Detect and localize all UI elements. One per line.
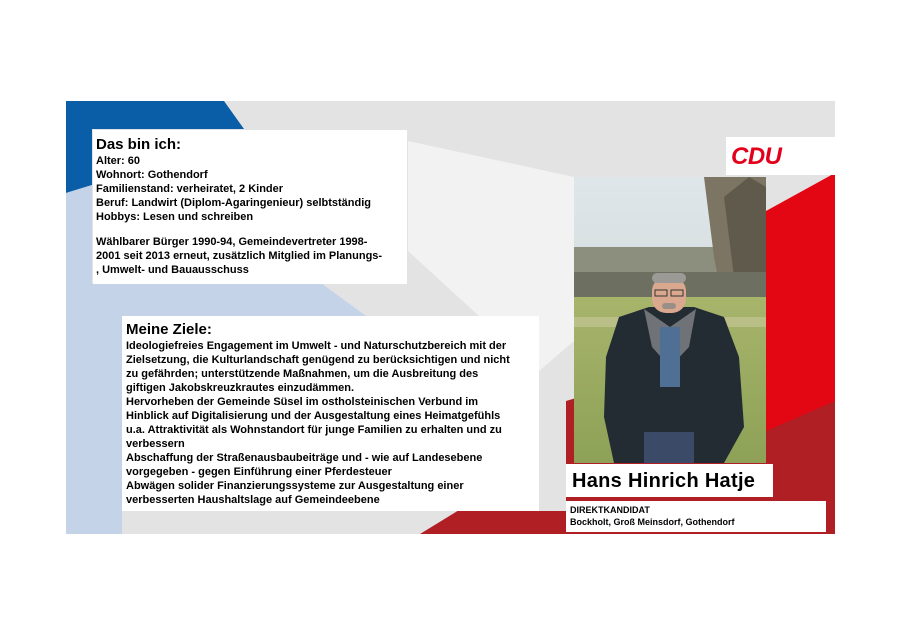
goal-line: Abschaffung der Straßenausbaubeiträge und - wie auf Landesebene [126,452,483,464]
about-line: Beruf: Landwirt (Diplom-Agaringenieur) selbtständig [96,197,372,209]
about-line: Wohnort: Gothendorf [96,169,208,181]
cdu-logo-text: CDU [731,143,782,170]
candidate-role-box [566,501,826,532]
candidate-name-box [566,464,773,497]
about-line: Familienstand: verheiratet, 2 Kinder [96,183,284,195]
about-line: Hobbys: Lesen und schreiben [96,211,254,223]
goal-line: Ideologiefreies Engagement im Umwelt - und Naturschutzbereich mit der [126,340,507,352]
goal-line: u.a. Attraktivität als Wohnstandort für junge Familien zu erhalten und zu [126,424,502,436]
blue-band-shape [66,129,92,193]
goals-box [122,316,539,511]
about-box [93,130,407,284]
candidate-role: DIREKTKANDIDAT [570,505,650,515]
about-line: Alter: 60 [96,155,141,167]
goal-line: giftigen Jakobskreuzkrautes einzudämmen. [126,382,355,394]
candidate-name: Hans Hinrich Hatje [572,470,756,492]
cdu-logo [726,137,835,175]
candidate-photo [574,177,766,463]
career-line: , Umwelt- und Bauausschuss [96,264,249,276]
goal-line: Abwägen solider Finanzierungssysteme zur Ausgestaltung einer [126,480,464,492]
goal-line: zu gefährden; unterstützende Maßnahmen, um die Ausbreitung des [126,368,479,380]
goal-line: Hinblick auf Digitalisierung und der Ausgestaltung eines Heimatgefühls [126,410,501,422]
goal-line: Hervorheben der Gemeinde Süsel im ostholsteinischen Verbund im [126,396,479,408]
goal-line: verbessern [126,438,185,450]
career-line: 2001 seit 2013 erneut, zusätzlich Mitglied im Planungs- [96,250,383,262]
campaign-card [66,101,835,534]
candidate-districts: Bockholt, Groß Meinsdorf, Gothendorf [570,517,735,527]
goal-line: vorgegeben - gegen Einführung einer Pferdesteuer [126,466,392,478]
goal-line: verbesserten Haushaltslage auf Gemeindeebene [126,494,380,506]
about-heading: Das bin ich: [96,136,182,153]
red-shape [766,173,835,431]
goals-heading: Meine Ziele: [126,321,212,338]
blue-corner-shape [66,101,244,129]
career-line: Wählbarer Bürger 1990-94, Gemeindevertreter 1998- [96,236,368,248]
goal-line: Zielsetzung, die Kulturlandschaft genügend zu berücksichtigen und nicht [126,354,510,366]
